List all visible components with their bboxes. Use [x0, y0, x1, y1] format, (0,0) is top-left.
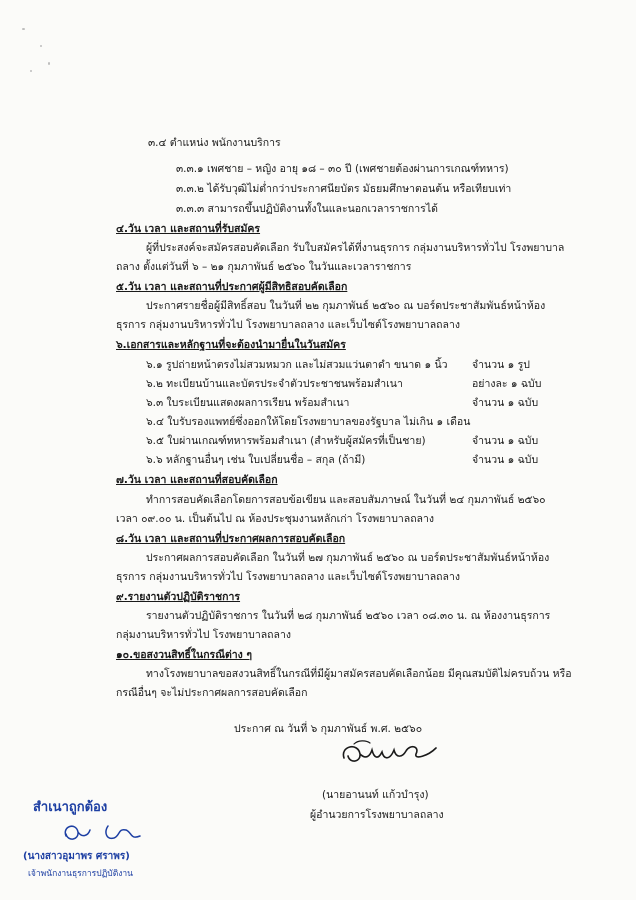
certified-copy-stamp: สำเนาถูกต้อง — [33, 800, 108, 815]
certifier-position: เจ้าพนักงานธุรการปฏิบัติงาน — [28, 869, 133, 879]
doc-item-text: ๖.๖ หลักฐานอื่นๆ เช่น ใบเปลี่ยนชื่อ – สกุล (ถ้ามี) — [146, 454, 366, 466]
signer-title: ผู้อำนวยการโรงพยาบาลถลาง — [310, 809, 444, 821]
section-9-line-2: กลุ่มงานบริหารทั่วไป โรงพยาบาลถลาง — [116, 629, 291, 641]
section-8-line-1: ประกาศผลการสอบคัดเลือก ในวันที่ ๒๗ กุมภาพันธ์ ๒๕๖๐ ณ บอร์ดประชาสัมพันธ์หน้าห้อง — [146, 552, 550, 564]
section-6-heading: ๖.เอกสารและหลักฐานที่จะต้องนำมายื่นในวันสมัคร — [116, 339, 346, 351]
doc-item-amount: จำนวน ๑ รูป — [472, 359, 530, 371]
section-8-line-2: ธุรการ กลุ่มงานบริหารทั่วไป โรงพยาบาลถลาง และเว็บไซต์โรงพยาบาลถลาง — [116, 571, 460, 583]
section-4-line-2: ถลาง ตั้งแต่วันที่ ๖ – ๒๑ กุมภาพันธ์ ๒๕๖๐ ในวันและเวลาราชการ — [116, 261, 412, 273]
section-7-line-2: เวลา ๐๙.๐๐ น. เป็นต้นไป ณ ห้องประชุมงานหลักเก่า โรงพยาบาลถลาง — [116, 513, 435, 525]
section-5-line-1: ประกาศรายชื่อผู้มีสิทธิ์สอบ ในวันที่ ๒๒ กุมภาพันธ์ ๒๕๖๐ ณ บอร์ดประชาสัมพันธ์หน้าห้อง — [146, 300, 546, 312]
item-3-4: ๓.๔ ตำแหน่ง พนักงานบริการ — [148, 137, 281, 149]
item-3-3-3: ๓.๓.๓ สามารถขึ้นปฏิบัติงานทั้งในและนอกเวลาราชการได้ — [176, 203, 438, 215]
section-9-heading: ๙.รายงานตัวปฏิบัติราชการ — [116, 591, 241, 603]
doc-item-amount: อย่างละ ๑ ฉบับ — [472, 378, 542, 390]
section-5-heading: ๕.วัน เวลา และสถานที่ประกาศผู้มีสิทธิสอบคัดเลือก — [116, 281, 348, 293]
section-9-line-1: รายงานตัวปฏิบัติราชการ ในวันที่ ๒๘ กุมภาพันธ์ ๒๕๖๐ เวลา ๐๘.๓๐ น. ณ ห้องงานธุรการ — [146, 610, 551, 622]
scan-speck — [30, 70, 32, 72]
certifier-name: (นางสาวอุมาพร ศราพร) — [23, 851, 130, 862]
announcement-date: ประกาศ ณ วันที่ ๖ กุมภาพันธ์ พ.ศ. ๒๕๖๐ — [234, 723, 423, 735]
item-3-3-1: ๓.๓.๑ เพศชาย – หญิง อายุ ๑๘ – ๓๐ ปี (เพศชายต้องผ่านการเกณฑ์ทหาร) — [176, 163, 509, 175]
doc-item-amount: จำนวน ๑ ฉบับ — [472, 435, 539, 447]
doc-item-amount: จำนวน ๑ ฉบับ — [472, 397, 539, 409]
scan-speck — [22, 28, 25, 30]
section-10-heading: ๑๐.ขอสงวนสิทธิ์ในกรณีต่าง ๆ — [116, 649, 253, 661]
doc-item-text: ๖.๔ ใบรับรองแพทย์ซึ่งออกให้โดยโรงพยาบาลของรัฐบาล ไม่เกิน ๑ เดือน — [146, 416, 471, 428]
doc-item-text: ๖.๒ ทะเบียนบ้านและบัตรประจำตัวประชาชนพร้อมสำเนา — [146, 378, 403, 390]
doc-item-amount: จำนวน ๑ ฉบับ — [472, 454, 539, 466]
section-5-line-2: ธุรการ กลุ่มงานบริหารทั่วไป โรงพยาบาลถลาง และเว็บไซต์โรงพยาบาลถลาง — [116, 319, 460, 331]
section-7-heading: ๗.วัน เวลา และสถานที่สอบคัดเลือก — [116, 474, 278, 486]
doc-item-text: ๖.๑ รูปถ่ายหน้าตรงไม่สวมหมวก และไม่สวมแว่นตาดำ ขนาด ๑ นิ้ว — [146, 359, 448, 371]
doc-item-text: ๖.๓ ใบระเบียนแสดงผลการเรียน พร้อมสำเนา — [146, 397, 350, 409]
section-7-line-1: ทำการสอบคัดเลือกโดยการสอบข้อเขียน และสอบสัมภาษณ์ ในวันที่ ๒๔ กุมภาพันธ์ ๒๕๖๐ — [146, 494, 546, 506]
item-3-3-2: ๓.๓.๒ ได้รับวุฒิไม่ต่ำกว่าประกาศนียบัตร มัธยมศึกษาตอนต้น หรือเทียบเท่า — [176, 183, 512, 195]
scan-speck — [40, 45, 42, 47]
section-8-heading: ๘.วัน เวลา และสถานที่ประกาศผลการสอบคัดเลือก — [116, 533, 346, 545]
certifier-signature — [60, 818, 150, 848]
director-signature — [336, 736, 446, 772]
section-4-heading: ๔.วัน เวลา และสถานที่รับสมัคร — [116, 223, 261, 235]
doc-item-text: ๖.๕ ใบผ่านเกณฑ์ทหารพร้อมสำเนา (สำหรับผู้สมัครที่เป็นชาย) — [146, 435, 426, 447]
section-10-line-2: กรณีอื่นๆ จะไม่ประกาศผลการสอบคัดเลือก — [116, 687, 308, 699]
signer-name: (นายอานนท์ แก้วบำรุง) — [322, 789, 429, 801]
section-4-line-1: ผู้ที่ประสงค์จะสมัครสอบคัดเลือก รับใบสมัครได้ที่งานธุรการ กลุ่มงานบริหารทั่วไป โรงพยาบาล — [146, 242, 565, 254]
section-10-line-1: ทางโรงพยาบาลขอสงวนสิทธิ์ในกรณีที่มีผู้มาสมัครสอบคัดเลือกน้อย มีคุณสมบัติไม่ครบถ้วน หรือ — [146, 668, 572, 680]
scan-speck — [48, 62, 50, 65]
